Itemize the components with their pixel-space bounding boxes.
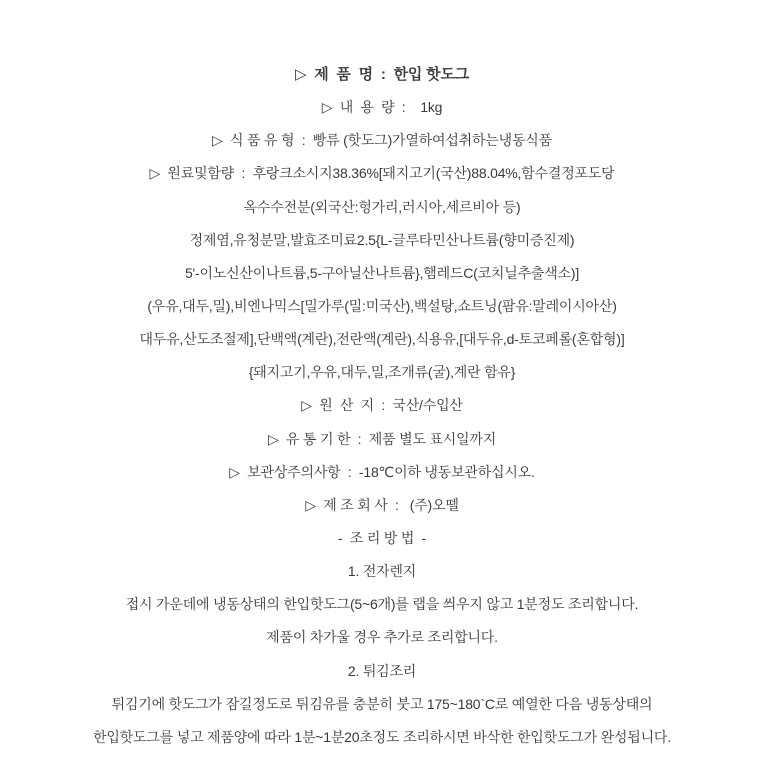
line-ingredients-3: 정제염,유청분말,발효조미료2.5{L-글루타민산나트륨(향미증진제) bbox=[189, 231, 575, 248]
line-microwave-step-2: 제품이 차가울 경우 추가로 조리합니다. bbox=[266, 629, 498, 646]
line-ingredients-5: (우유,대두,밀),비엔나믹스[밀가루(밀:미국산),백설탕,쇼트닝(팜유:말레이시아산) bbox=[147, 297, 617, 314]
line-ingredients-6: 대두유,산도조절제],단백액(계란),전란액(계란),식용유,[대두유,d-토코페롤(혼합형)] bbox=[139, 331, 625, 348]
line-microwave-step-1: 접시 가운데에 냉동상태의 한입핫도그(5~6개)를 랩을 씌우지 않고 1분정도 조리합니다. bbox=[125, 596, 639, 613]
line-product-name: ▷ 제 품 명 : 한입 핫도그 bbox=[294, 66, 470, 83]
line-frying-step-2: 한입핫도그를 넣고 제품양에 따라 1분~1분20초정도 조리하시면 바삭한 한입핫도그가 완성됩니다. bbox=[93, 728, 671, 745]
line-frying-heading: 2. 튀김조리 bbox=[347, 662, 417, 679]
line-origin: ▷ 원 산 지 : 국산/수입산 bbox=[301, 397, 463, 414]
line-food-type: ▷ 식 품 유 형 : 빵류 (핫도그)가열하여섭취하는냉동식품 bbox=[212, 132, 552, 149]
line-storage-instructions: ▷ 보관상주의사항 : -18℃이하 냉동보관하십시오. bbox=[229, 463, 535, 480]
line-ingredients-2: 옥수수전분(외국산:헝가리,러시아,세르비아 등) bbox=[243, 198, 521, 215]
line-frying-step-1: 튀김기에 핫도그가 잠길정도로 튀김유를 충분히 붓고 175~180`C로 예열한 다음 냉동상태의 bbox=[111, 695, 653, 712]
line-shelf-life: ▷ 유 통 기 한 : 제품 별도 표시일까지 bbox=[267, 430, 497, 447]
line-manufacturer: ▷ 제 조 회 사 : (주)오뗄 bbox=[305, 496, 459, 513]
line-cooking-method-heading: - 조 리 방 법 - bbox=[337, 529, 427, 546]
line-net-weight: ▷ 내 용 량 : 1kg bbox=[321, 99, 443, 116]
line-allergen-info: {돼지고기,우유,대두,밀,조개류(굴),계란 함유} bbox=[248, 364, 516, 381]
line-microwave-heading: 1. 전자렌지 bbox=[347, 563, 417, 580]
line-ingredients-4: 5'-이노신산이나트륨,5-구아닐산나트륨},햄레드C(코치닐추출색소)] bbox=[184, 264, 580, 281]
line-ingredients-1: ▷ 원료및함량 : 후랑크소시지38.36%[돼지고기(국산)88.04%,함수결정포도당 bbox=[149, 165, 615, 182]
